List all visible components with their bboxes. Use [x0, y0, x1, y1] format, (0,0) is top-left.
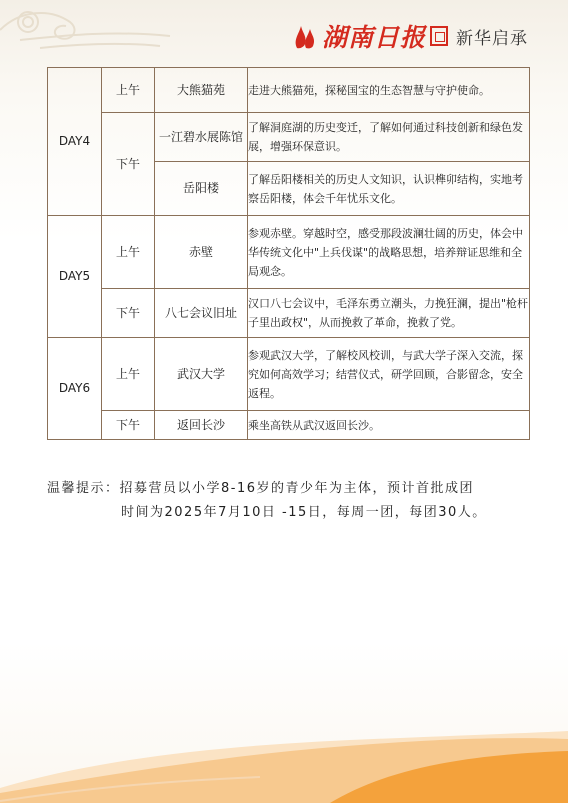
day-cell: DAY4 [48, 68, 102, 216]
description-cell: 汉口八七会议中，毛泽东勇立潮头，力挽狂澜，提出"枪杆子里出政权"，从而挽救了革命，挽救了党。 [248, 289, 530, 338]
place-cell: 返回长沙 [155, 411, 248, 440]
wave-decoration [0, 693, 568, 803]
time-cell: 下午 [102, 113, 155, 216]
itinerary-table [47, 67, 530, 440]
day-cell: DAY6 [48, 338, 102, 440]
place-cell: 大熊猫苑 [155, 68, 248, 113]
notice-line-2: 时间为2025年7月10日 -15日，每周一团，每团30人。 [121, 505, 487, 520]
logo-subtitle: 新华启承 [456, 28, 528, 49]
time-cell: 上午 [102, 68, 155, 113]
description-cell: 走进大熊猫苑，探秘国宝的生态智慧与守护使命。 [248, 68, 530, 113]
time-cell: 下午 [102, 411, 155, 440]
logo-title: 湖南日报 [321, 23, 426, 52]
table-row [48, 68, 530, 113]
notice-line-1: 温馨提示：招募营员以小学8-16岁的青少年为主体，预计首批成团 [47, 481, 475, 496]
seal-icon [430, 26, 448, 46]
table-row [48, 411, 530, 440]
auspicious-cloud-icon [0, 0, 200, 62]
place-cell: 一江碧水展陈馆 [155, 113, 248, 162]
place-cell: 武汉大学 [155, 338, 248, 411]
place-cell: 岳阳楼 [155, 162, 248, 216]
header [0, 0, 568, 62]
place-cell: 八七会议旧址 [155, 289, 248, 338]
description-cell: 乘坐高铁从武汉返回长沙。 [248, 411, 530, 440]
table-row [48, 216, 530, 289]
time-cell: 下午 [102, 289, 155, 338]
description-cell: 参观赤壁。穿越时空，感受那段波澜壮阔的历史，体会中华传统文化中"上兵伐谋"的战略思想，培养辩证思维和全局观念。 [248, 216, 530, 289]
table-row [48, 113, 530, 162]
newspaper-logo [293, 18, 528, 54]
table-row [48, 289, 530, 338]
description-cell: 了解岳阳楼相关的历史人文知识，认识榫卯结构，实地考察岳阳楼，体会千年忧乐文化。 [248, 162, 530, 216]
place-cell: 赤壁 [155, 216, 248, 289]
table-row [48, 338, 530, 411]
description-cell: 了解洞庭湖的历史变迁，了解如何通过科技创新和绿色发展，增强环保意识。 [248, 113, 530, 162]
day-cell: DAY5 [48, 216, 102, 338]
time-cell: 上午 [102, 216, 155, 289]
flame-icon [293, 22, 319, 50]
notice-text [47, 477, 547, 525]
time-cell: 上午 [102, 338, 155, 411]
description-cell: 参观武汉大学，了解校风校训，与武大学子深入交流，探究如何高效学习；结营仪式，研学回顾，合影留念，安全返程。 [248, 338, 530, 411]
